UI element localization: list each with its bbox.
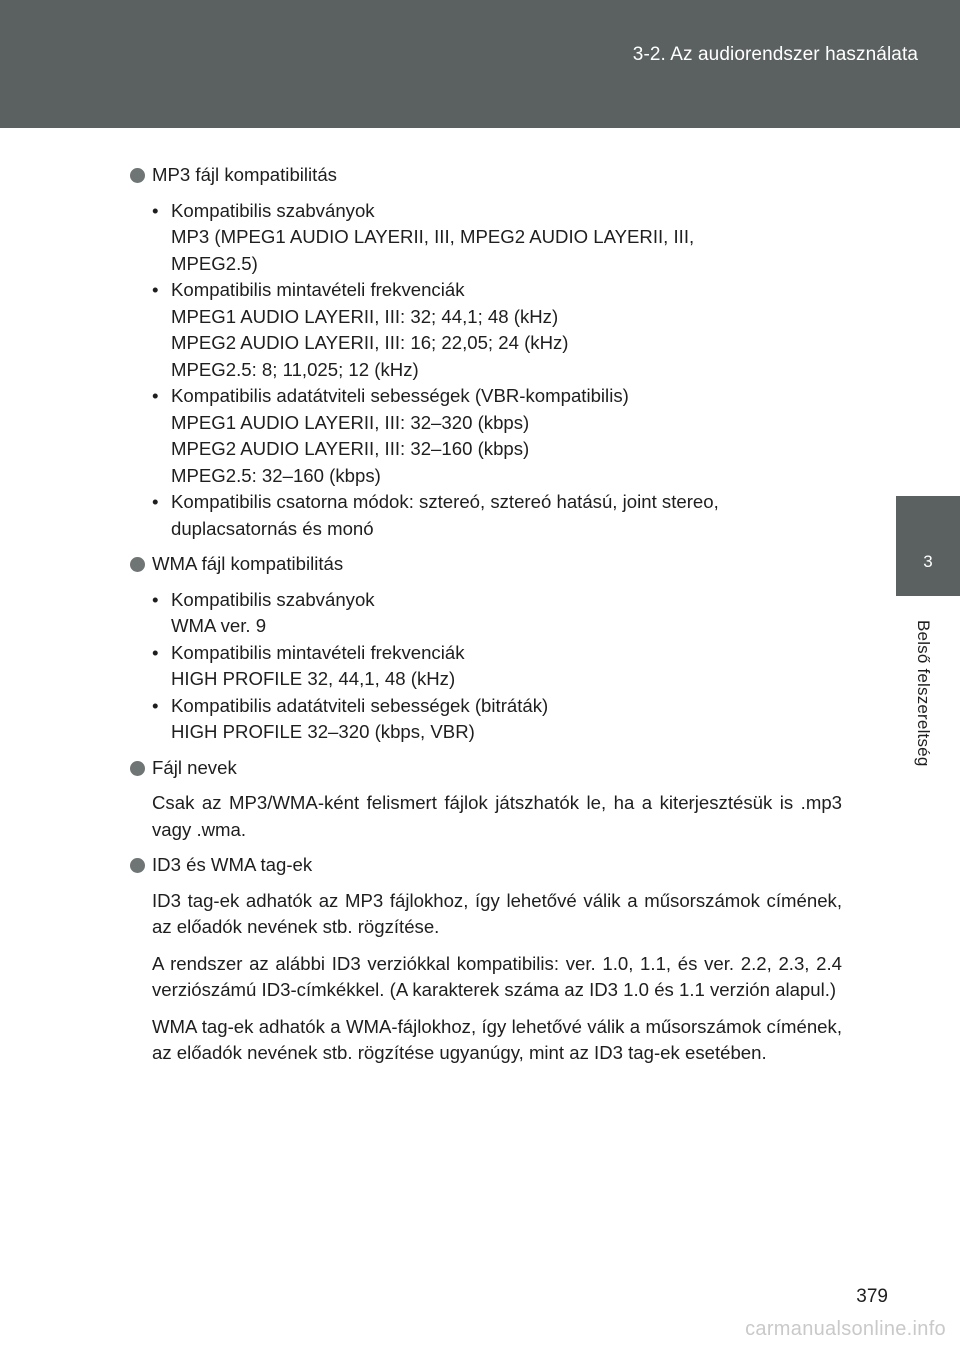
section-title: 3-2. Az audiorendszer használata xyxy=(632,44,918,65)
filenames-section xyxy=(130,755,842,844)
watermark: carmanualsonline.info xyxy=(745,1318,946,1340)
tags-paragraph-1: ID3 tag-ek adhatók az MP3 fájlokhoz, így lehetővé válik a műsorszámok címének, az előadók nevének stb. rögzítése. xyxy=(152,889,842,937)
list-item xyxy=(152,198,842,278)
tags-heading xyxy=(130,852,842,879)
item-detail: MPEG2.5) xyxy=(171,252,258,274)
wma-list xyxy=(130,587,842,746)
tags-section xyxy=(130,852,842,1067)
page-content xyxy=(130,162,842,1067)
item-detail: MPEG2.5: 8; 11,025; 12 (kHz) xyxy=(171,358,419,380)
tags-heading-text: ID3 és WMA tag-ek xyxy=(152,854,313,875)
item-detail: HIGH PROFILE 32–320 (kbps, VBR) xyxy=(171,721,475,742)
wma-heading xyxy=(130,551,842,578)
bullet-circle-icon xyxy=(130,168,145,183)
bullet-circle-icon xyxy=(130,761,145,776)
filenames-heading xyxy=(130,755,842,782)
item-text: Kompatibilis szabványok xyxy=(171,588,375,610)
bullet-icon: • xyxy=(152,385,159,406)
item-detail: MPEG1 AUDIO LAYERII, III: 32–320 (kbps) xyxy=(171,411,530,433)
chapter-label: Belső felszereltség xyxy=(914,620,933,767)
item-text: Kompatibilis mintavételi frekvenciák xyxy=(171,279,465,300)
item-text: Kompatibilis szabványok xyxy=(171,199,375,221)
wma-heading-text: WMA fájl kompatibilitás xyxy=(152,553,344,574)
tags-paragraph-2: A rendszer az alábbi ID3 verziókkal kompatibilis: ver. 1.0, 1.1, és ver. 2.2, 2.3, 2.4 verziószámú ID3-címkékkel. (A karakterek száma az ID3 1.0 és 1.1 verzión alapul.) xyxy=(152,952,842,1000)
item-detail: MPEG2.5: 32–160 (kbps) xyxy=(171,464,381,486)
bullet-circle-icon xyxy=(130,557,145,572)
list-item xyxy=(152,277,842,383)
list-item xyxy=(152,587,842,640)
bullet-icon: • xyxy=(152,641,159,663)
item-text: Kompatibilis adatátviteli sebességek (bitráták) xyxy=(171,694,549,716)
item-detail: WMA ver. 9 xyxy=(171,615,267,636)
filenames-paragraph: Csak az MP3/WMA-ként felismert fájlok játszhatók le, ha a kiterjesztésük is .mp3 vagy .wma. xyxy=(152,792,842,840)
chapter-tab xyxy=(896,496,960,596)
item-text: Kompatibilis mintavételi frekvenciák xyxy=(171,641,465,663)
item-detail: MPEG1 AUDIO LAYERII, III: 32; 44,1; 48 (kHz) xyxy=(171,305,559,327)
item-detail: MPEG2 AUDIO LAYERII, III: 16; 22,05; 24 (kHz) xyxy=(171,332,569,353)
header-band xyxy=(0,0,960,128)
item-text-continued: duplacsatornás és monó xyxy=(171,517,374,539)
mp3-section xyxy=(130,162,842,542)
filenames-heading-text: Fájl nevek xyxy=(152,756,237,778)
mp3-list xyxy=(130,198,842,543)
bullet-icon: • xyxy=(152,279,159,300)
bullet-circle-icon xyxy=(130,858,145,873)
item-detail: MPEG2 AUDIO LAYERII, III: 32–160 (kbps) xyxy=(171,438,530,459)
bullet-icon: • xyxy=(152,199,159,221)
mp3-heading-text: MP3 fájl kompatibilitás xyxy=(152,164,337,185)
chapter-number: 3 xyxy=(923,552,933,571)
tags-paragraph-3: WMA tag-ek adhatók a WMA-fájlokhoz, így lehetővé válik a műsorszámok címének, az előadók nevének stb. rögzítése ugyanúgy, mint az ID3 tag-ek esetében. xyxy=(152,1015,842,1063)
item-detail: MP3 (MPEG1 AUDIO LAYERII, III, MPEG2 AUDIO LAYERII, III, xyxy=(171,226,695,247)
bullet-icon: • xyxy=(152,491,159,512)
bullet-icon: • xyxy=(152,588,159,610)
item-text: Kompatibilis adatátviteli sebességek (VBR-kompatibilis) xyxy=(171,385,629,406)
list-item xyxy=(152,640,842,693)
list-item xyxy=(152,693,842,746)
bullet-icon: • xyxy=(152,694,159,716)
mp3-heading xyxy=(130,162,842,189)
item-text: Kompatibilis csatorna módok: sztereó, sztereó hatású, joint stereo, xyxy=(171,491,719,512)
list-item xyxy=(152,489,842,542)
item-detail: HIGH PROFILE 32, 44,1, 48 (kHz) xyxy=(171,668,456,689)
page-number: 379 xyxy=(856,1286,888,1307)
wma-section xyxy=(130,551,842,746)
list-item xyxy=(152,383,842,489)
